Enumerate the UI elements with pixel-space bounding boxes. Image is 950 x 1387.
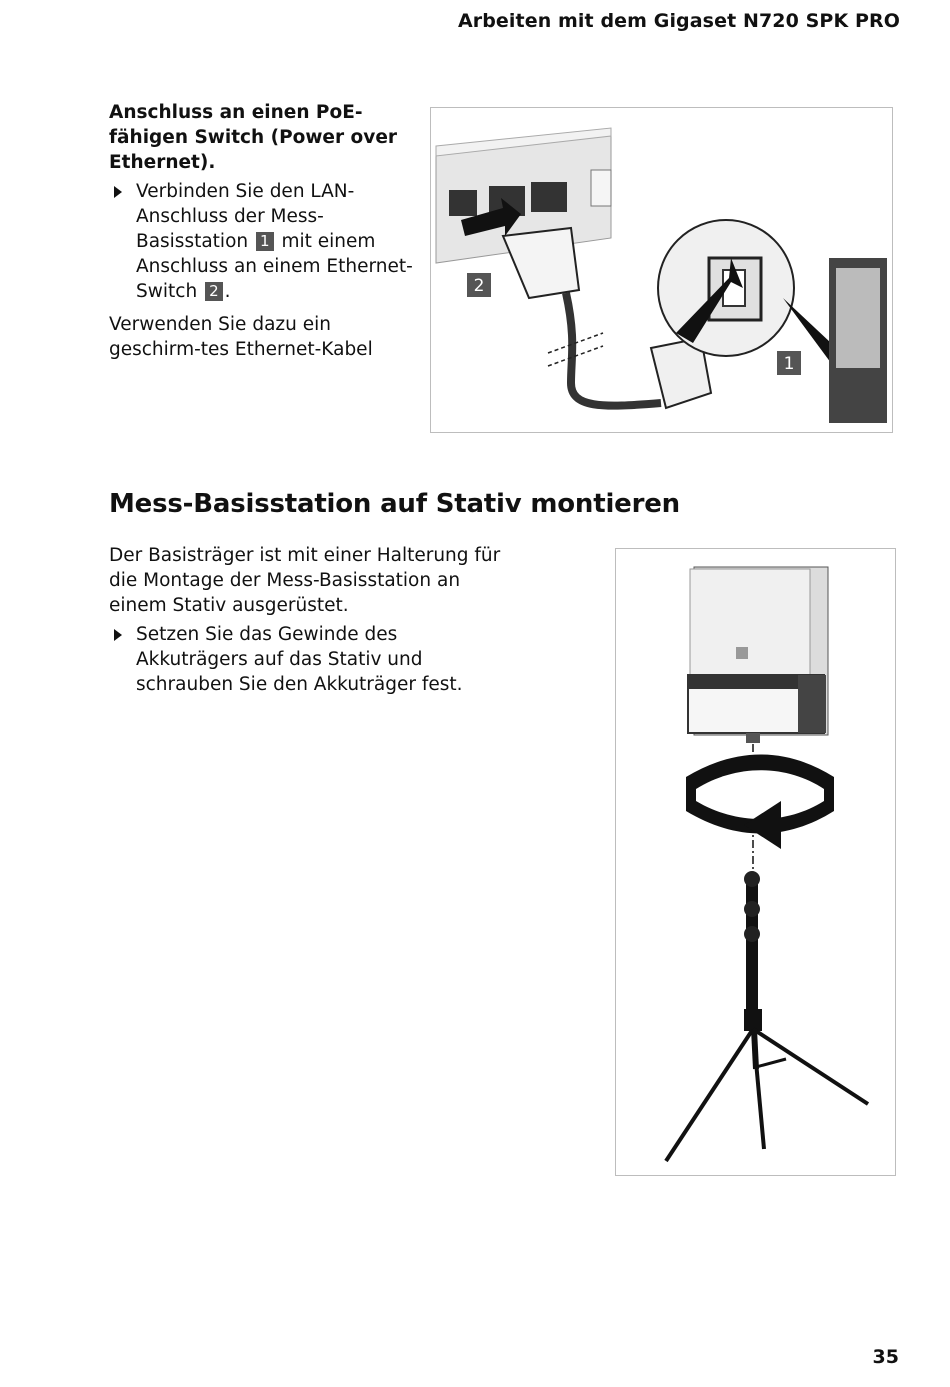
poe-note: Verwenden Sie dazu ein geschirm-tes Ethernet-Kabel	[109, 314, 373, 360]
section-title: Mess-Basisstation auf Stativ montieren	[109, 489, 680, 519]
poe-step-part2: mit einem Anschluss an einem Ethernet-Switch	[136, 231, 413, 302]
callout-badge-1: 1	[256, 232, 274, 251]
poe-illustration	[431, 108, 892, 432]
poe-connection-figure	[430, 107, 893, 433]
poe-step	[109, 179, 424, 304]
poe-subheading: Anschluss an einen PoE-fähigen Switch (Power over Ethernet).	[109, 102, 397, 173]
callout-badge-2: 2	[205, 282, 223, 301]
tripod-step-text: Setzen Sie das Gewinde des Akkuträgers auf das Stativ und schrauben Sie den Akkuträger fest.	[136, 624, 463, 695]
page-number: 35	[872, 1346, 899, 1368]
callout-1-label: 1	[783, 354, 795, 374]
running-header: Arbeiten mit dem Gigaset N720 SPK PRO	[457, 10, 900, 32]
poe-step-part3: .	[224, 281, 231, 302]
step-arrow-icon	[109, 179, 136, 304]
poe-text-block	[109, 100, 424, 362]
tripod-text-block	[109, 543, 509, 697]
callout-2-label: 2	[473, 276, 485, 296]
tripod-illustration	[616, 549, 895, 1175]
tripod-figure	[615, 548, 896, 1176]
poe-step-text	[136, 179, 424, 304]
tripod-step	[109, 622, 509, 697]
tripod-intro: Der Basisträger ist mit einer Halterung für die Montage der Mess-Basisstation an einem Stativ ausgerüstet.	[109, 545, 501, 616]
step-arrow-icon	[109, 622, 136, 697]
poe-step-part1: Verbinden Sie den LAN-Anschluss der Mess-Basisstation	[136, 181, 355, 252]
